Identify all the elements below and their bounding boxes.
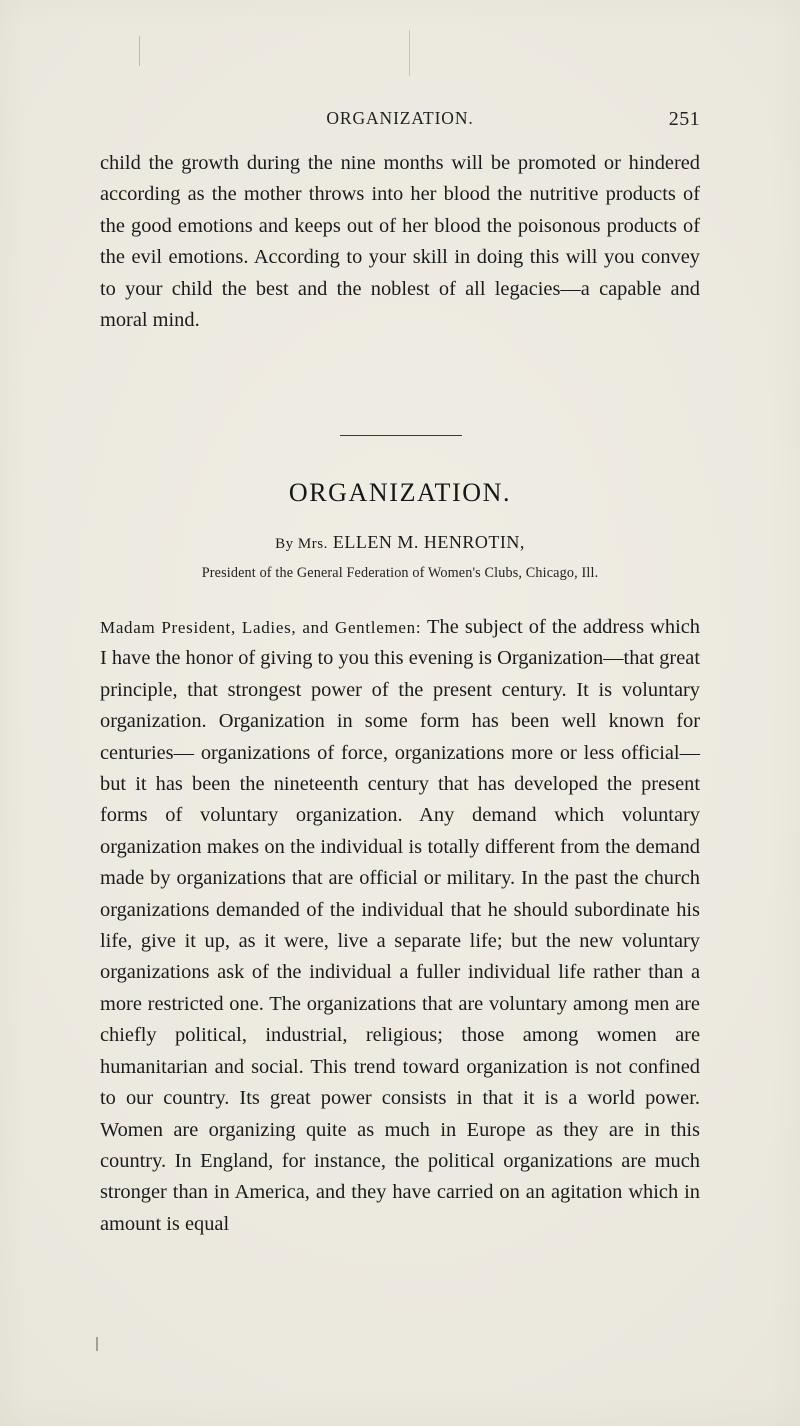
address-salutation: Madam President, Ladies, and Gentlemen: [100,618,422,637]
byline-prefix: By Mrs. [275,536,328,552]
scan-speck [409,30,410,76]
page-content [100,0,700,1426]
address-body [100,612,700,1240]
paragraph-text: Madam President, Ladies, and Gentlemen: The subject of the address which I have the honor of giving to you this evening is Organization—that great principle, that strongest power of the present century. It is voluntary organization. Organization in some form has been well known for centuries— organizations of force, organizations more or less official—but it has been the nineteenth century that has developed the present forms of voluntary organization. Any demand which voluntary organization makes on the individual is totally different from the demand made by organizations that are official or military. In the past the church organizations demanded of the individual that he should subordinate his life, give it up, as it were, live a separate life; but the new voluntary organizations ask of the individual a fuller individual life rather than a more restricted one. The organizations that are voluntary among men are chiefly political, industrial, religious; those among women are humanitarian and social. This trend toward organization is not confined to our country. Its great power consists in that it is a world power. Women are organizing quite as much in Europe as they are in this country. In England, for instance, the political organizations are much stronger than in America, and they have carried on an agitation which in amount is equal [100,616,700,1235]
article-title: ORGANIZATION. [288,478,512,507]
scan-speck [139,36,140,66]
byline [100,532,700,553]
running-head-title: ORGANIZATION. [326,108,474,128]
page-number: 251 [668,108,700,130]
continued-paragraph [100,148,700,336]
author-affiliation: President of the General Federation of Women's Clubs, Chicago, Ill. [201,565,599,581]
paragraph-text: child the growth during the nine months will be promoted or hindered according as the mother throws into her blood the nutritive products of the good emotions and keeps out of her blood the poisonous products of the evil emotions. According to your skill in doing this will you convey to your child the best and the noblest of all legacies—a capable and moral mind. [100,152,700,332]
scan-speck [96,1337,98,1351]
byline-author-name: ELLEN M. HENROTIN, [332,532,525,552]
section-divider-rule [340,435,462,436]
running-head [100,108,700,130]
